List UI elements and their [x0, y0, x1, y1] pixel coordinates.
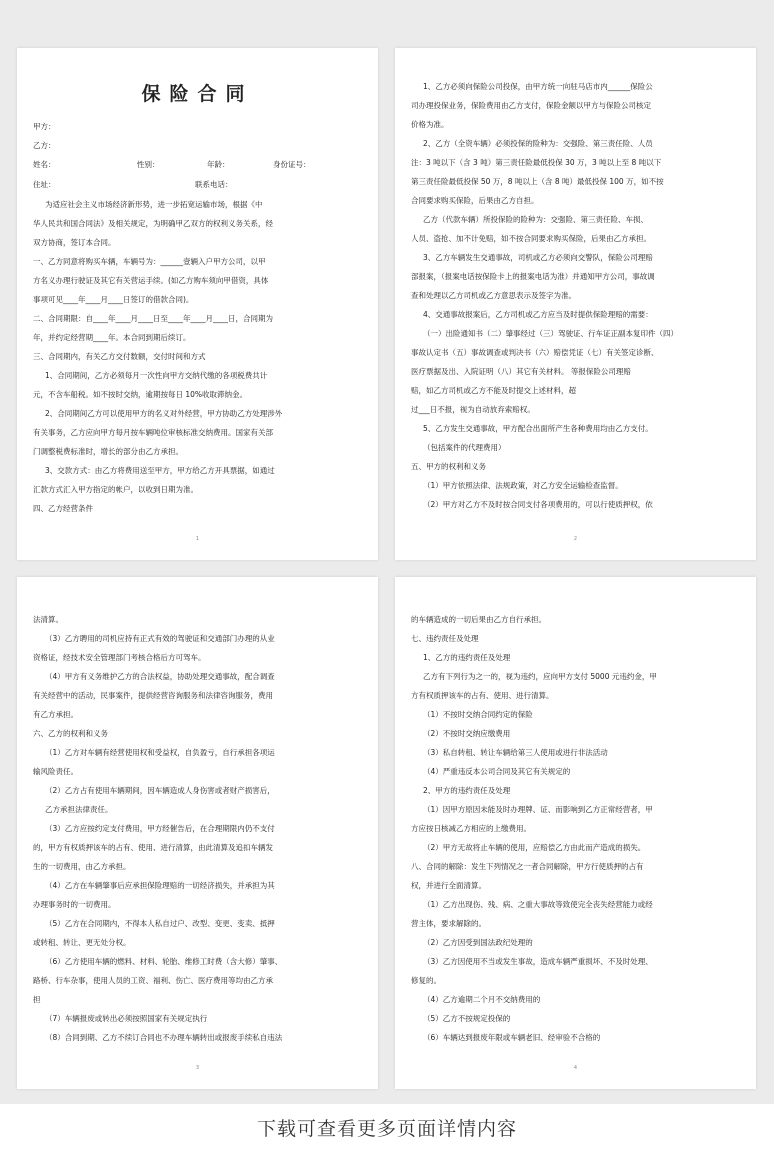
document-page-4: [395, 577, 756, 1089]
body-text-line: 三、合同期内，有关乙方交付数额，交付时间和方式: [33, 352, 206, 361]
body-text-line: 一、乙方同意将购买车辆，车辆号为：______壹辆入户甲方公司，以甲: [33, 257, 266, 266]
body-text-line: （4）严重违反本公司合同及其它有关规定的: [423, 767, 571, 776]
body-text-line: （3）乙方聘用的司机应持有正式有效的驾驶证和交通部门办理的从业: [45, 634, 275, 643]
body-text-line: 路桥、行车杂事，使用人员的工资、福利、伤亡、医疗费用等均由乙方承: [33, 976, 273, 985]
body-text-line: 3、乙方车辆发生交通事故，司机或乙方必须向交警队，保险公司理赔: [423, 253, 653, 262]
body-text-line: （8）合同到期、乙方不续订合同也不办理车辆转出或报废手续私自违法: [45, 1033, 283, 1042]
body-text-line: 5、乙方发生交通事故，甲方配合出面所产生各种费用均由乙方支付。: [423, 424, 653, 433]
page-4-body: [411, 613, 740, 1045]
body-text-line: 的车辆造成的一切后果由乙方自行承担。: [411, 615, 546, 624]
body-text-line: 司办理投保业务，保险费用由乙方支付，保险金额以甲方与保险公司核定: [411, 101, 651, 110]
document-page-2: [395, 48, 756, 560]
body-text-line: 汇款方式汇入甲方指定的帐户，以收到日期为准。: [33, 485, 198, 494]
body-text-line: （4）乙方逾期二个月不交纳费用的: [423, 995, 541, 1004]
phone-label: 联系电话：: [195, 180, 233, 189]
body-text-line: 输风险责任。: [33, 767, 78, 776]
body-text-line: 合同要求购买保险，后果由乙方自担。: [411, 196, 539, 205]
body-text-line: 人员、盗抢、加不计免赔，如不按合同要求购买保险，后果由乙方承担。: [411, 234, 651, 243]
body-text-line: 有乙方承担。: [33, 710, 78, 719]
body-text-line: 2、乙方（全资车辆）必须投保的险种为：交强险、第三责任险、人员: [423, 139, 653, 148]
body-text-line: 办理事务时的一切费用。: [33, 900, 116, 909]
body-text-line: 4、交通事故报案后，乙方司机或乙方应当及时提供保险理赔的需要：: [423, 310, 653, 319]
contact-row: [33, 178, 362, 192]
body-text-line: 二、合同期限：自____年____月____日至____年____月____日，合同期为: [33, 314, 273, 323]
body-text-line: 方名义办理行驶证及其它有关营运手续。(如乙方购车须向甲借资，具体: [33, 276, 269, 285]
body-text-line: 资格证，经技术安全管理部门考核合格后方可驾车。: [33, 653, 206, 662]
body-text-line: 年，并约定经营期____年。本合同到期后续订。: [33, 333, 191, 342]
document-page-1: [17, 48, 378, 560]
body-text-line: （2）乙方占有使用车辆期间，因车辆造成人身伤害或者财产损害后，: [45, 786, 275, 795]
gender-label: 性别：: [137, 160, 160, 169]
party-b-label: 乙方：: [33, 141, 56, 150]
body-text-line: （4）甲方有义务维护乙方的合法权益，协助处理交通事故，配合调查: [45, 672, 275, 681]
body-text-line: 部报案，（报案电话按保险卡上的报案电话为准）并通知甲方公司，事故调: [411, 272, 655, 281]
body-text-line: （1）因甲方原因未能及时办理牌、证、而影响到乙方正常经营者，甲: [423, 805, 653, 814]
body-text-line: 价格为准。: [411, 120, 449, 129]
body-text-line: 事项可见____年____月____日签订的借款合同)。: [33, 295, 194, 304]
page-1-body: [33, 198, 362, 516]
body-text-line: 担: [33, 995, 41, 1004]
body-text-line: 有关事务，乙方应向甲方每月按车辆吨位审核标准交纳费用。国家有关部: [33, 428, 273, 437]
body-text-line: 过___日不报，视为自动放弃索赔权。: [411, 405, 535, 414]
body-text-line: （6）车辆达到报废年限或车辆老旧、经审验不合格的: [423, 1033, 601, 1042]
body-text-line: 为适应社会主义市场经济新形势，进一步拓宽运输市场，根据《中: [45, 200, 263, 209]
body-text-line: 1、乙方的违约责任及处理: [423, 653, 511, 662]
body-text-line: （3）乙方因使用不当或发生事故，造成车辆严重损坏、不及时处理、: [423, 957, 653, 966]
body-text-line: 的，甲方有权质押该车的占有、使用、进行清算，由此清算及追扣车辆发: [33, 843, 273, 852]
body-text-line: 乙方承担法律责任。: [45, 805, 113, 814]
body-text-line: 七、违约责任及处理: [411, 634, 479, 643]
body-text-line: 注：3 吨以下（含 3 吨）第三责任险最低投保 30 万，3 吨以上至 8 吨以下: [411, 158, 662, 167]
body-text-line: 修复的。: [411, 976, 441, 985]
download-banner[interactable]: [0, 1104, 774, 1168]
page-number: 2: [573, 536, 578, 542]
body-text-line: （2）不按时交纳应缴费用: [423, 729, 511, 738]
address-label: 住址：: [33, 180, 56, 189]
body-text-line: 1、乙方必须向保险公司投保，由甲方统一向驻马店市内______保险公: [423, 82, 653, 91]
body-text-line: （一）出险通知书（二）肇事经过（三）驾驶证、行车证正副本复印件（四）: [423, 329, 678, 338]
age-label: 年龄：: [207, 160, 230, 169]
body-text-line: 1、合同期间，乙方必须每月一次性向甲方交纳代缴的各项税费共计: [45, 371, 268, 380]
page-2-body: [411, 80, 740, 512]
body-text-line: （5）乙方在合同期内，不得本人私自过户、改型、变更、变卖、抵押: [45, 919, 275, 928]
body-text-line: 方有权质押该车的占有、使用、进行清算。: [411, 691, 554, 700]
name-label: 姓名：: [33, 160, 56, 169]
document-page-3: [17, 577, 378, 1089]
body-text-line: 医疗票据及出、入院证明（八）其它有关材料。 等报保险公司理赔: [411, 367, 631, 376]
party-a-label: 甲方：: [33, 122, 56, 131]
body-text-line: 华人民共和国合同法》及相关规定，为明确甲乙双方的权利义务关系，经: [33, 219, 273, 228]
body-text-line: 3、交款方式：由乙方将费用送至甲方，甲方给乙方开具票据，如通过: [45, 466, 275, 475]
body-text-line: 2、甲方的违约责任及处理: [423, 786, 511, 795]
page-number: 4: [573, 1065, 578, 1071]
body-text-line: 事故认定书（五）事故调查或判决书（六）赔偿凭证（七）有关签定诊断、: [411, 348, 659, 357]
body-text-line: 八、合同的解除：发生下列情况之一者合同解除，甲方行使质押的占有: [411, 862, 644, 871]
body-text-line: （包括案件的代理费用）: [423, 443, 506, 452]
body-text-line: 2、合同期间乙方可以使用甲方的名义对外经营，甲方协助乙方处理涉外: [45, 409, 283, 418]
body-text-line: 元，不含车船税。如不按时交纳，逾期按每日 10%收取滞纳金。: [33, 390, 248, 399]
body-text-line: 方应按日核减乙方相应的上缴费用。: [411, 824, 531, 833]
page-number: 3: [195, 1065, 200, 1071]
body-text-line: 四、乙方经营条件: [33, 504, 93, 513]
id-number-label: 身份证号：: [273, 160, 311, 169]
body-text-line: （1）乙方对车辆有经营使用权和受益权，自负盈亏，自行承担各项运: [45, 748, 275, 757]
body-text-line: 乙方（代款车辆）所投保险的险种为：交强险、第三责任险、车损、: [423, 215, 648, 224]
body-text-line: 门调整税费标准时，增长的部分由乙方承担。: [33, 447, 183, 456]
body-text-line: （3）私自转租、转让车辆给第三人使用或进行非法活动: [423, 748, 608, 757]
body-text-line: 查和处理以乙方司机或乙方意思表示及签字为准。: [411, 291, 576, 300]
body-text-line: 双方协商，签订本合同。: [33, 238, 116, 247]
page-number: 1: [195, 536, 200, 542]
body-text-line: （4）乙方在车辆肇事后应承担保险理赔的一切经济损失，并承担为其: [45, 881, 275, 890]
body-text-line: 有关经营中的活动，民事案件，提供经营咨询服务和法律咨询服务，费用: [33, 691, 273, 700]
body-text-line: 或转租、转让、更无处分权。: [33, 938, 131, 947]
body-text-line: 营主体，要求解除的。: [411, 919, 486, 928]
body-text-line: 乙方有下列行为之一的，视为违约，应向甲方支付 5000 元违约金，甲: [423, 672, 657, 681]
body-text-line: （2）甲方无故将止车辆的使用，应赔偿乙方由此而产造成的损失。: [423, 843, 646, 852]
body-text-line: （2）乙方因受到国法政纪处理的: [423, 938, 533, 947]
body-text-line: 五、甲方的权利和义务: [411, 462, 486, 471]
body-text-line: 六、乙方的权利和义务: [33, 729, 108, 738]
download-more-text[interactable]: 下载可查看更多页面详情内容: [256, 1118, 517, 1140]
body-text-line: （1）乙方出现伤、残、病、之重大事故等致使完全丧失经营能力或经: [423, 900, 653, 909]
body-text-line: （2）甲方对乙方不及时按合同支付各项费用的，可以行使质押权，依: [423, 500, 653, 509]
body-text-line: （6）乙方使用车辆的燃料、材料、轮胎、维修工时费（含大修）肇事、: [45, 957, 283, 966]
personal-info-row: [33, 158, 362, 172]
body-text-line: （3）乙方应按约定支付费用，甲方经催告后，在合理期限内仍不支付: [45, 824, 275, 833]
body-text-line: 权，并进行全面清算。: [411, 881, 486, 890]
body-text-line: （5）乙方不按规定投保的: [423, 1014, 511, 1023]
body-text-line: （1）甲方依照法律、法规政策，对乙方安全运输检查监督。: [423, 481, 623, 490]
body-text-line: （1）不按时交纳合同约定的保险: [423, 710, 533, 719]
body-text-line: 第三责任险最低投保 50 万，8 吨以上（含 8 吨）最低投保 100 万，如不按: [411, 177, 664, 186]
page-3-body: [33, 613, 362, 1045]
body-text-line: 赔，如乙方司机或乙方不能及时提交上述材料，超: [411, 386, 576, 395]
body-text-line: 法清算。: [33, 615, 63, 624]
body-text-line: 生的一切费用，由乙方承担。: [33, 862, 131, 871]
document-title: 保险合同: [141, 83, 254, 105]
body-text-line: （7）车辆报废或转出必须按照国家有关规定执行: [45, 1014, 208, 1023]
